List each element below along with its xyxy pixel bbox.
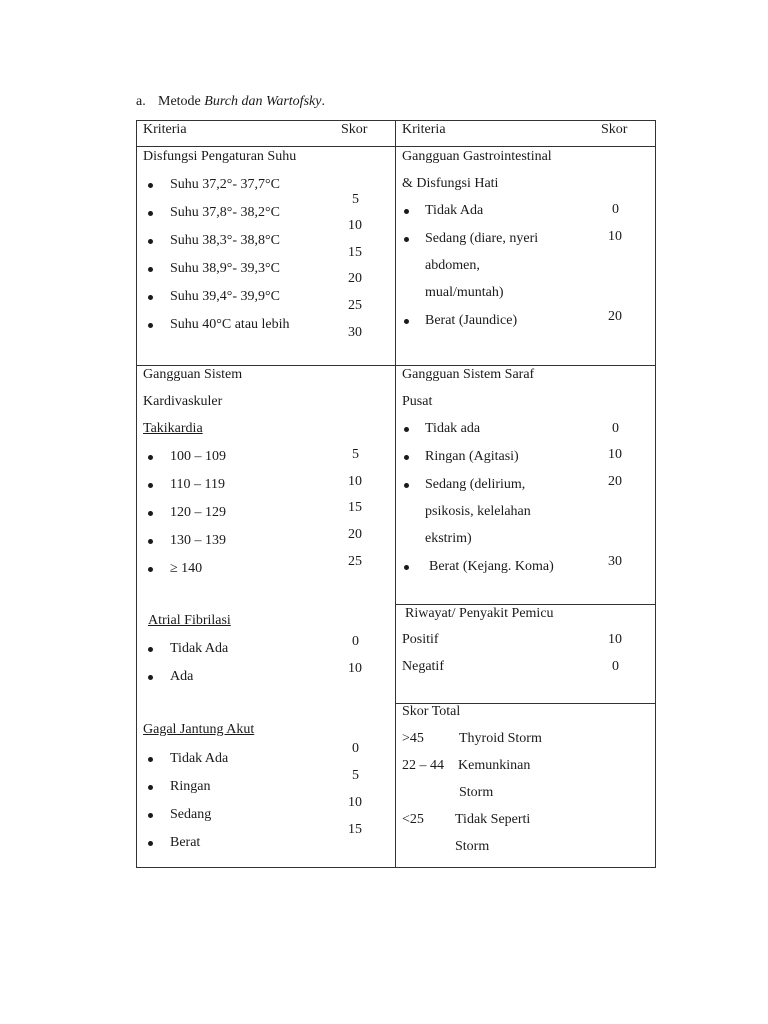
total-range: <25 — [402, 812, 424, 827]
table-border-right — [655, 120, 656, 868]
saraf-item-label-cont: ekstrim) — [425, 531, 472, 546]
table-border-top — [136, 120, 656, 121]
gi-item-score: 10 — [608, 229, 622, 244]
suhu-item-score: 20 — [348, 271, 362, 286]
bullet — [148, 183, 153, 188]
bullet — [148, 675, 153, 680]
af-item-label: Ada — [170, 669, 194, 684]
saraf-item-score: 20 — [608, 474, 622, 489]
bullet — [404, 319, 409, 324]
total-result: Kemunkinan — [458, 758, 531, 773]
riwayat-item-label: Positif — [402, 632, 439, 647]
gi-item-label: Tidak Ada — [425, 203, 484, 218]
riwayat-item-score: 10 — [608, 632, 622, 647]
saraf-item-score: 10 — [608, 447, 622, 462]
table-border-bottom — [136, 867, 656, 868]
total-result-cont: Storm — [459, 785, 494, 800]
header-divider — [136, 146, 656, 147]
af-item-score: 0 — [352, 634, 359, 649]
gj-item-label: Tidak Ada — [170, 751, 229, 766]
bullet — [404, 455, 409, 460]
gj-item-label: Sedang — [170, 807, 212, 822]
bullet — [148, 483, 153, 488]
bullet — [148, 239, 153, 244]
bullet — [148, 211, 153, 216]
gi-item-score: 0 — [612, 202, 619, 217]
suhu-item-label: Suhu 38,3°- 38,8°C — [170, 233, 280, 248]
total-result-cont: Storm — [455, 839, 490, 854]
takikardia-item-label: 130 – 139 — [170, 533, 226, 548]
gj-item-score: 15 — [348, 822, 362, 837]
saraf-title-line1: Gangguan Sistem Saraf — [402, 367, 535, 382]
table-column-divider — [395, 120, 396, 868]
suhu-item-score: 30 — [348, 325, 362, 340]
takikardia-item-score: 20 — [348, 527, 362, 542]
gagal-jantung-subtitle: Gagal Jantung Akut — [143, 722, 255, 737]
takikardia-item-score: 5 — [352, 447, 359, 462]
bullet — [148, 511, 153, 516]
bullet — [404, 209, 409, 214]
bullet — [148, 813, 153, 818]
takikardia-item-label: ≥ 140 — [170, 561, 203, 576]
header-kriteria-left: Kriteria — [143, 122, 187, 137]
gi-item-label: Sedang (diare, nyeri — [425, 231, 539, 246]
total-result: Thyroid Storm — [459, 731, 542, 746]
saraf-item-label-cont: psikosis, kelelahan — [425, 504, 531, 519]
bullet — [148, 539, 153, 544]
total-range: >45 — [402, 731, 424, 746]
kardio-title-line2: Kardivaskuler — [143, 394, 223, 409]
saraf-item-label: Ringan (Agitasi) — [425, 449, 519, 464]
bullet — [148, 267, 153, 272]
heading-suffix: . — [321, 94, 325, 109]
kardio-title-line1: Gangguan Sistem — [143, 367, 243, 382]
gi-title-line2: & Disfungsi Hati — [402, 176, 499, 191]
gj-item-label: Berat — [170, 835, 201, 850]
suhu-item-label: Suhu 37,8°- 38,2°C — [170, 205, 280, 220]
bullet — [148, 455, 153, 460]
bullet — [404, 427, 409, 432]
bullet — [404, 483, 409, 488]
riwayat-item-label: Negatif — [402, 659, 444, 674]
section-label: a. — [136, 94, 146, 109]
gi-item-label-cont: mual/muntah) — [425, 285, 504, 300]
takikardia-item-score: 10 — [348, 474, 362, 489]
suhu-item-label: Suhu 37,2°- 37,7°C — [170, 177, 280, 192]
scoring-table — [136, 120, 656, 868]
bullet — [148, 323, 153, 328]
suhu-item-score: 15 — [348, 245, 362, 260]
gj-item-score: 10 — [348, 795, 362, 810]
suhu-item-score: 25 — [348, 298, 362, 313]
af-item-score: 10 — [348, 661, 362, 676]
saraf-item-label: Tidak ada — [425, 421, 481, 436]
gj-item-label: Ringan — [170, 779, 211, 794]
total-range: 22 – 44 — [402, 758, 444, 773]
riwayat-title: Riwayat/ Penyakit Pemicu — [405, 606, 554, 621]
riwayat-item-score: 0 — [612, 659, 619, 674]
takikardia-subtitle: Takikardia — [143, 421, 203, 436]
gj-item-score: 0 — [352, 741, 359, 756]
header-skor-right: Skor — [601, 122, 628, 137]
bullet — [404, 565, 409, 570]
suhu-item-label: Suhu 40°C atau lebih — [170, 317, 290, 332]
total-result: Tidak Seperti — [455, 812, 531, 827]
takikardia-item-label: 100 – 109 — [170, 449, 226, 464]
takikardia-item-label: 120 – 129 — [170, 505, 226, 520]
bullet — [404, 237, 409, 242]
bullet — [148, 841, 153, 846]
bullet — [148, 567, 153, 572]
saraf-title-line2: Pusat — [402, 394, 433, 409]
saraf-item-label: Sedang (delirium, — [425, 477, 526, 492]
total-title: Skor Total — [402, 704, 461, 719]
section-heading — [136, 93, 325, 111]
suhu-title: Disfungsi Pengaturan Suhu — [143, 149, 297, 164]
gi-item-score: 20 — [608, 309, 622, 324]
saraf-item-score: 30 — [608, 554, 622, 569]
header-skor-left: Skor — [341, 122, 368, 137]
gj-item-score: 5 — [352, 768, 359, 783]
gi-item-label-cont: abdomen, — [425, 258, 480, 273]
suhu-item-label: Suhu 38,9°- 39,3°C — [170, 261, 280, 276]
takikardia-item-label: 110 – 119 — [170, 477, 225, 492]
suhu-item-label: Suhu 39,4°- 39,9°C — [170, 289, 280, 304]
method-name: Burch dan Wartofsky — [204, 94, 322, 109]
atrial-fibrilasi-subtitle: Atrial Fibrilasi — [148, 613, 231, 628]
suhu-item-score: 5 — [352, 192, 359, 207]
gi-item-label: Berat (Jaundice) — [425, 313, 518, 328]
table-border-left — [136, 120, 137, 868]
header-kriteria-right: Kriteria — [402, 122, 446, 137]
saraf-item-label: Berat (Kejang. Koma) — [429, 559, 554, 574]
gi-title-line1: Gangguan Gastrointestinal — [402, 149, 552, 164]
bullet — [148, 757, 153, 762]
bullet — [148, 647, 153, 652]
takikardia-item-score: 15 — [348, 500, 362, 515]
takikardia-item-score: 25 — [348, 554, 362, 569]
af-item-label: Tidak Ada — [170, 641, 229, 656]
heading-prefix: Metode — [158, 94, 205, 109]
suhu-item-score: 10 — [348, 218, 362, 233]
bullet — [148, 295, 153, 300]
bullet — [148, 785, 153, 790]
saraf-item-score: 0 — [612, 421, 619, 436]
